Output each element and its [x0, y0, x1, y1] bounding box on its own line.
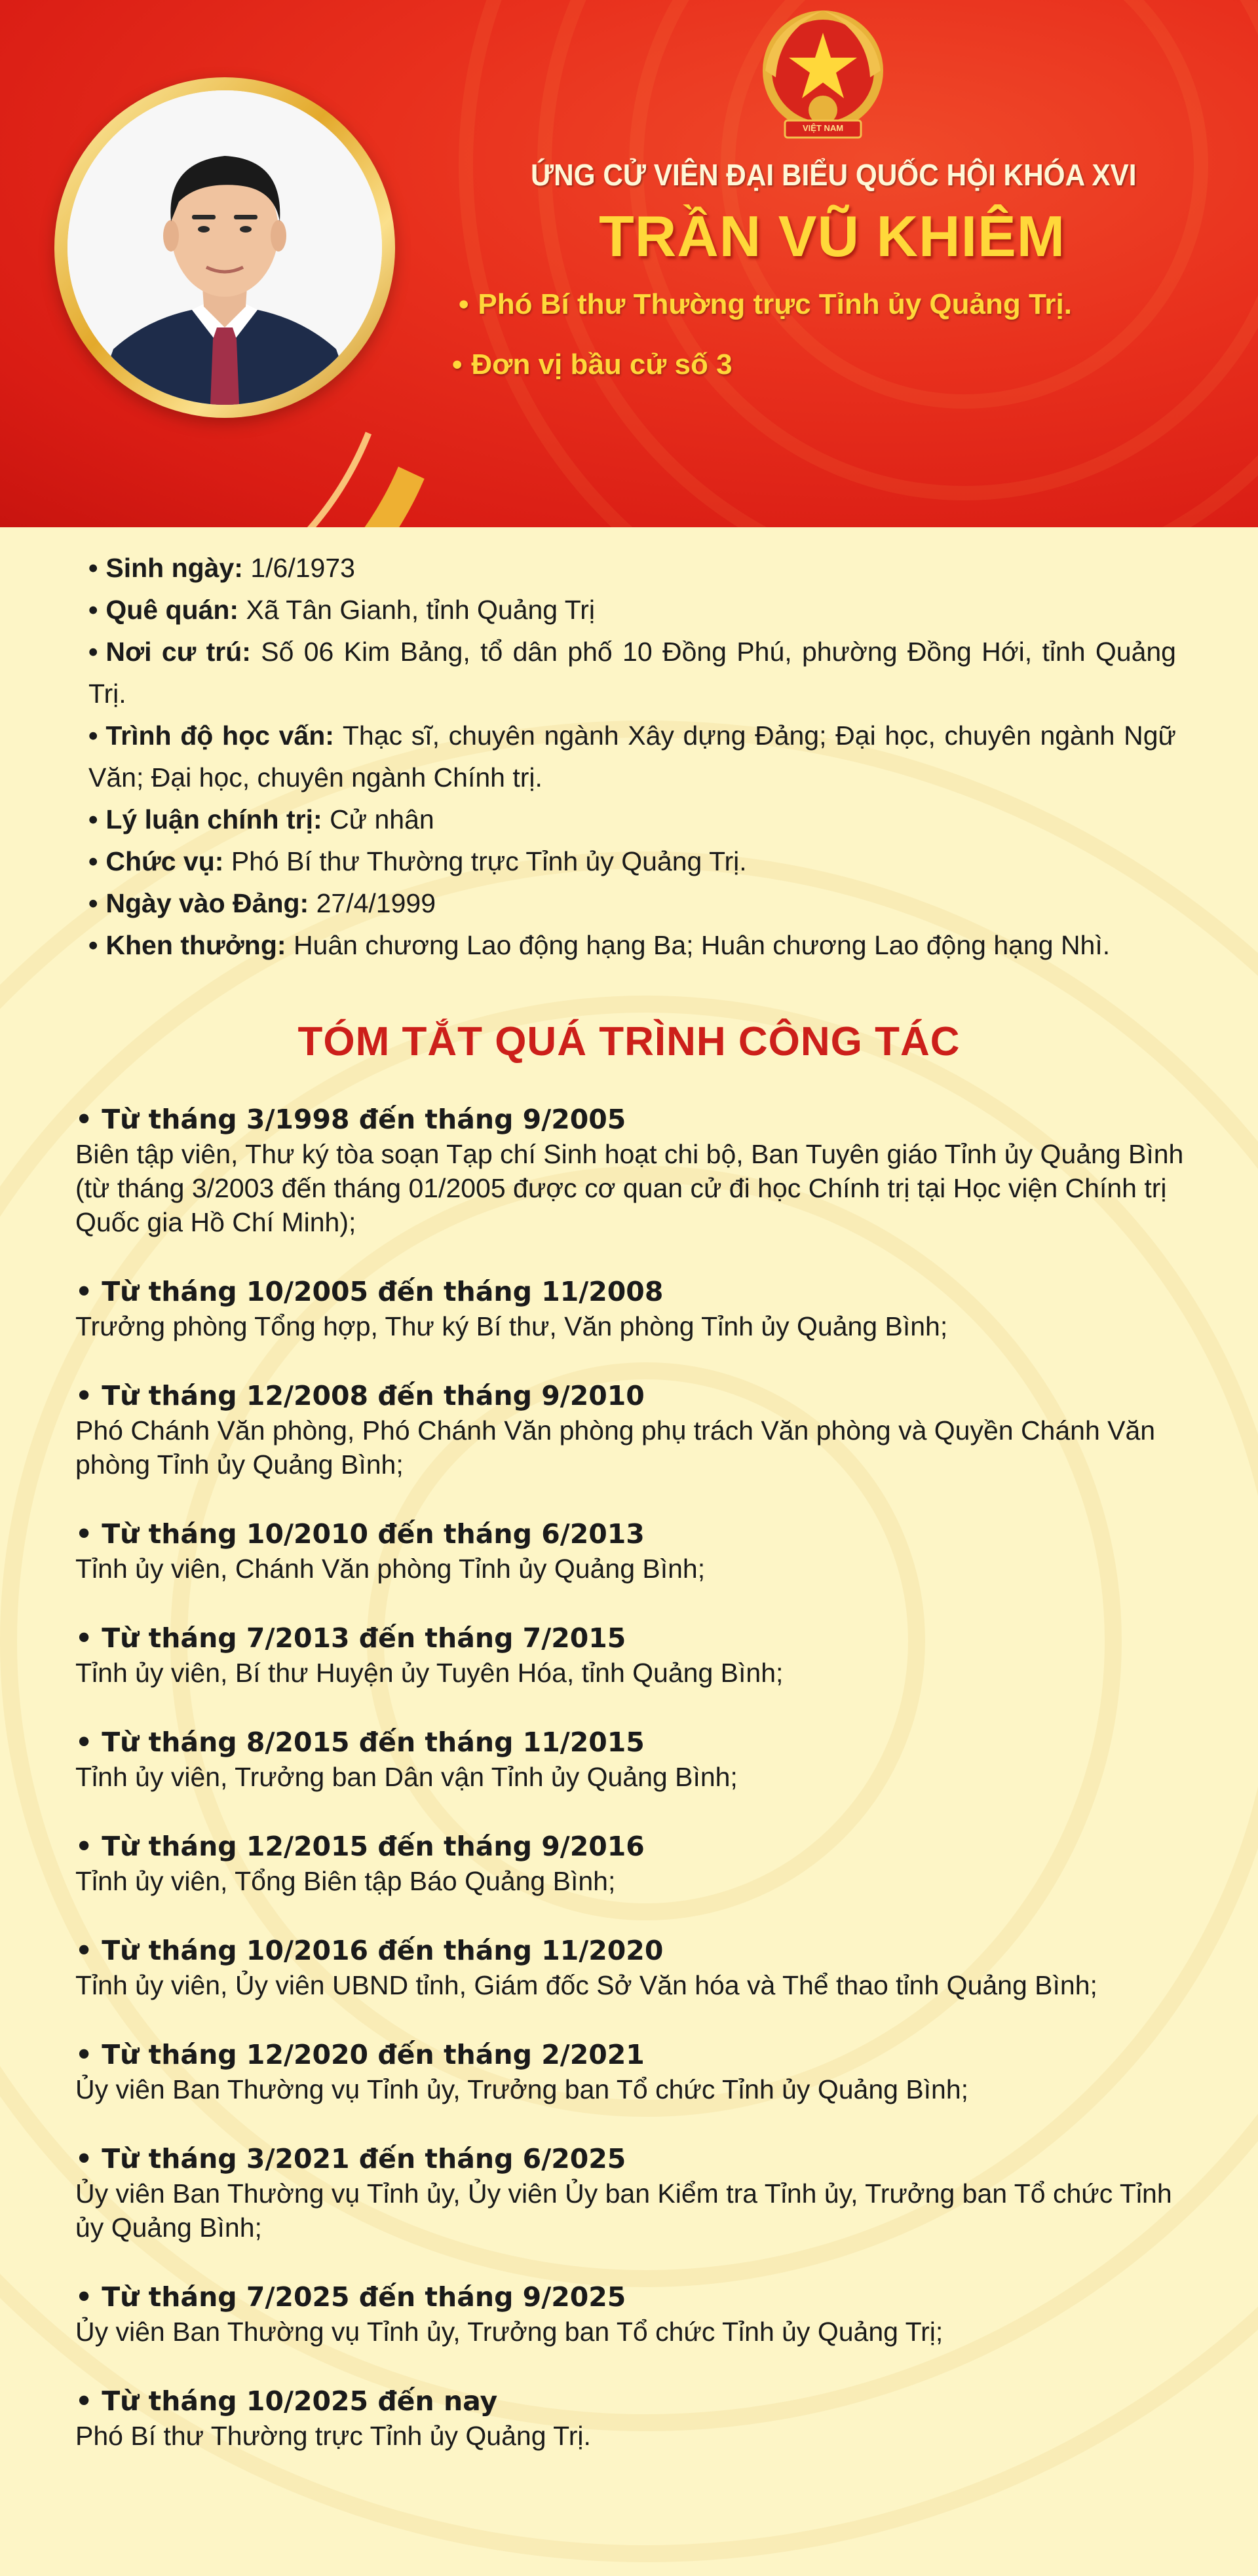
timeline-period	[75, 2383, 1189, 2419]
timeline-description: Tỉnh ủy viên, Trưởng ban Dân vận Tỉnh ủy Quảng Bình;	[75, 1762, 738, 1792]
bullet-dot: •	[88, 846, 98, 876]
timeline-period	[75, 1620, 1189, 1656]
timeline-period-text: Từ tháng 12/2008 đến tháng 9/2010	[102, 1380, 645, 1411]
timeline-description: Tỉnh ủy viên, Chánh Văn phòng Tỉnh ủy Quảng Bình;	[75, 1554, 706, 1584]
info-row-education	[88, 715, 1176, 798]
timeline-period	[75, 2279, 1189, 2315]
emblem-ribbon-text: VIỆT NAM	[802, 123, 844, 133]
header-banner	[0, 0, 1258, 527]
timeline-description: Phó Chánh Văn phòng, Phó Chánh Văn phòng phụ trách Văn phòng và Quyền Chánh Văn phòng Tỉnh ủy Quảng Bình;	[75, 1415, 1156, 1480]
timeline-period	[75, 1102, 1189, 1137]
info-row-awards	[88, 924, 1176, 966]
candidate-portrait	[67, 90, 382, 405]
timeline-period-text: Từ tháng 12/2015 đến tháng 9/2016	[102, 1831, 645, 1862]
info-value: Phó Bí thư Thường trực Tỉnh ủy Quảng Trị.	[231, 846, 747, 876]
timeline-item	[75, 1102, 1189, 1239]
info-row-residence	[88, 631, 1176, 715]
timeline-period-text: Từ tháng 7/2013 đến tháng 7/2015	[102, 1622, 626, 1654]
timeline-item	[75, 1829, 1189, 1898]
timeline-item	[75, 2279, 1189, 2349]
bullet-dot: •	[88, 637, 98, 667]
info-label: Sinh ngày:	[105, 553, 243, 583]
timeline-period	[75, 2037, 1189, 2072]
header-constituency-line	[452, 348, 733, 381]
bullet-dot: •	[75, 2143, 93, 2175]
timeline-item	[75, 2141, 1189, 2245]
info-value: 27/4/1999	[316, 888, 436, 918]
timeline-period	[75, 1378, 1189, 1413]
bullet-dot: •	[75, 1518, 93, 1550]
timeline-period-text: Từ tháng 10/2016 đến tháng 11/2020	[102, 1935, 664, 1966]
timeline-period	[75, 1829, 1189, 1864]
bullet-dot: •	[88, 804, 98, 834]
national-emblem-icon	[752, 5, 894, 147]
header-position-line	[459, 288, 1072, 321]
timeline-item	[75, 1274, 1189, 1343]
timeline-period-text: Từ tháng 3/2021 đến tháng 6/2025	[102, 2143, 626, 2175]
timeline-description: Phó Bí thư Thường trực Tỉnh ủy Quảng Trị.	[75, 2421, 591, 2451]
timeline-period	[75, 1725, 1189, 1760]
bullet-dot: •	[75, 2039, 93, 2070]
timeline-period	[75, 1516, 1189, 1552]
bullet-dot: •	[459, 288, 469, 320]
info-row-position	[88, 840, 1176, 882]
info-label: Quê quán:	[105, 595, 239, 625]
career-section-title: TÓM TẮT QUÁ TRÌNH CÔNG TÁC	[297, 1019, 961, 1064]
timeline-item	[75, 1933, 1189, 2002]
bullet-dot: •	[75, 2385, 93, 2417]
timeline-item	[75, 2037, 1189, 2106]
header-position-text: Phó Bí thư Thường trực Tỉnh ủy Quảng Trị.	[478, 288, 1073, 320]
info-label: Ngày vào Đảng:	[105, 888, 309, 918]
timeline-item	[75, 1620, 1189, 1690]
timeline-description: Tỉnh ủy viên, Tổng Biên tập Báo Quảng Bình;	[75, 1866, 616, 1896]
info-value: 1/6/1973	[250, 553, 355, 583]
timeline-period-text: Từ tháng 3/1998 đến tháng 9/2005	[102, 1104, 626, 1135]
info-value: Thạc sĩ, chuyên ngành Xây dựng Đảng; Đại học, chuyên ngành Ngữ Văn; Đại học, chuyên ngành Chính trị.	[88, 720, 1176, 793]
bullet-dot: •	[452, 348, 463, 381]
timeline-period-text: Từ tháng 7/2025 đến tháng 9/2025	[102, 2281, 626, 2313]
info-row-political-theory	[88, 798, 1176, 840]
candidate-name: TRẦN VŨ KHIÊM	[598, 204, 1066, 269]
info-row-hometown	[88, 589, 1176, 631]
bullet-dot: •	[75, 1276, 93, 1307]
timeline-period-text: Từ tháng 10/2005 đến tháng 11/2008	[102, 1276, 664, 1307]
info-label: Chức vụ:	[105, 846, 224, 876]
bullet-dot: •	[75, 1727, 93, 1758]
candidate-subtitle: ỨNG CỬ VIÊN ĐẠI BIỂU QUỐC HỘI KHÓA XVI	[531, 158, 1137, 192]
info-row-party-date	[88, 882, 1176, 924]
personal-info	[88, 547, 1176, 966]
timeline-description: Tỉnh ủy viên, Bí thư Huyện ủy Tuyên Hóa, tỉnh Quảng Bình;	[75, 1658, 784, 1688]
info-value: Số 06 Kim Bảng, tổ dân phố 10 Đồng Phú, phường Đồng Hới, tỉnh Quảng Trị.	[88, 637, 1176, 709]
timeline-item	[75, 1378, 1189, 1482]
timeline-description: Trưởng phòng Tổng hợp, Thư ký Bí thư, Văn phòng Tỉnh ủy Quảng Bình;	[75, 1311, 948, 1341]
timeline-period	[75, 1274, 1189, 1309]
bullet-dot: •	[75, 1622, 93, 1654]
info-value: Huân chương Lao động hạng Ba; Huân chương Lao động hạng Nhì.	[293, 930, 1111, 960]
info-value: Xã Tân Gianh, tỉnh Quảng Trị	[246, 595, 596, 625]
bullet-dot: •	[75, 1380, 93, 1411]
info-value: Cử nhân	[330, 804, 434, 834]
timeline-period-text: Từ tháng 10/2025 đến nay	[102, 2385, 498, 2417]
timeline-item	[75, 1516, 1189, 1586]
bullet-dot: •	[75, 1104, 93, 1135]
timeline-item	[75, 2383, 1189, 2453]
bullet-dot: •	[88, 930, 98, 960]
info-label: Trình độ học vấn:	[105, 720, 334, 751]
timeline-description: Ủy viên Ban Thường vụ Tỉnh ủy, Ủy viên Ủy ban Kiểm tra Tỉnh ủy, Trưởng ban Tổ chức Tỉnh ủy Quảng Bình;	[75, 2178, 1172, 2243]
bullet-dot: •	[75, 1935, 93, 1966]
timeline-description: Ủy viên Ban Thường vụ Tỉnh ủy, Trưởng ban Tổ chức Tỉnh ủy Quảng Bình;	[75, 2074, 969, 2104]
timeline-description: Biên tập viên, Thư ký tòa soạn Tạp chí Sinh hoạt chi bộ, Ban Tuyên giáo Tỉnh ủy Quảng Bình (từ tháng 3/2003 đến tháng 01/2005 được cơ quan cử đi học Chính trị tại Học viện Chính trị Quốc gia Hồ Chí Minh);	[75, 1139, 1184, 1237]
header-constituency-text: Đơn vị bầu cử số 3	[471, 348, 733, 381]
timeline-period-text: Từ tháng 8/2015 đến tháng 11/2015	[102, 1727, 645, 1758]
timeline-period-text: Từ tháng 12/2020 đến tháng 2/2021	[102, 2039, 645, 2070]
bullet-dot: •	[88, 888, 98, 918]
timeline-item	[75, 1725, 1189, 1794]
info-label: Khen thưởng:	[105, 930, 286, 960]
timeline-period	[75, 2141, 1189, 2176]
info-label: Nơi cư trú:	[105, 637, 251, 667]
timeline-description: Tỉnh ủy viên, Ủy viên UBND tỉnh, Giám đốc Sở Văn hóa và Thể thao tỉnh Quảng Bình;	[75, 1970, 1097, 2000]
bullet-dot: •	[75, 2281, 93, 2313]
info-row-birthdate	[88, 547, 1176, 589]
bullet-dot: •	[88, 720, 98, 751]
timeline-period	[75, 1933, 1189, 1968]
bullet-dot: •	[88, 553, 98, 583]
timeline-description: Ủy viên Ban Thường vụ Tỉnh ủy, Trưởng ban Tổ chức Tỉnh ủy Quảng Trị;	[75, 2317, 943, 2347]
timeline-period-text: Từ tháng 10/2010 đến tháng 6/2013	[102, 1518, 645, 1550]
bullet-dot: •	[88, 595, 98, 625]
career-timeline	[75, 1102, 1189, 2488]
info-label: Lý luận chính trị:	[105, 804, 322, 834]
portrait-photo	[67, 90, 382, 405]
bullet-dot: •	[75, 1831, 93, 1862]
